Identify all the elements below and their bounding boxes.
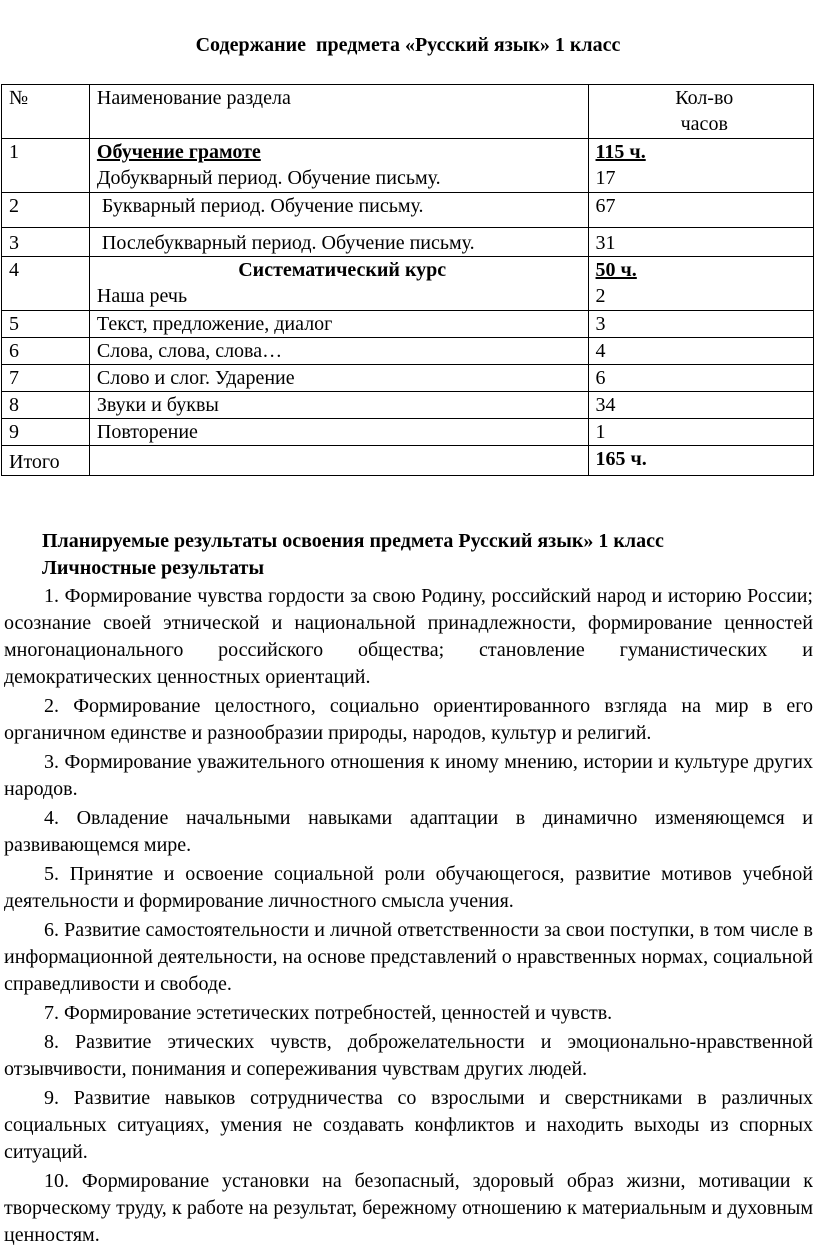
row-hours: 34 [588,392,813,419]
table-row [2,228,814,257]
row-hours: 6 [588,365,813,392]
row-num: 7 [2,365,90,392]
section-heading: Обучение грамоте [96,141,261,163]
total-label: Итого [2,446,90,476]
row-name: Слова, слова, слова… [89,338,588,365]
row-name [89,257,588,311]
table-total-row [2,446,814,476]
header-hours-line1: Кол-во [675,87,734,109]
page-title: Содержание предмета «Русский язык» 1 класс [195,34,621,56]
row-hours-value: 17 [595,167,616,189]
row-num: 6 [2,338,90,365]
row-name [89,139,588,193]
content-table [1,84,814,476]
list-item: 10. Формирование установки на безопасный, здоровый образ жизни, мотивации к творческому труду, к работе на результат, бережному отношению к материальным и духовным ценностям. [4,1170,813,1246]
row-num: 1 [2,139,90,193]
table-row [2,139,814,193]
list-item: 5. Принятие и освоение социальной роли обучающегося, развитие мотивов учебной деятельности и формирование личностного смысла учения. [4,863,813,912]
table-row [2,338,814,365]
results-list [4,583,813,1251]
row-name: Букварный период. Обучение письму. [89,193,588,228]
table-row [2,365,814,392]
row-hours: 4 [588,338,813,365]
row-name: Текст, предложение, диалог [89,311,588,338]
plan-results-heading: Планируемые результаты освоения предмета Русский язык» 1 класс [42,530,664,552]
header-name: Наименование раздела [89,85,588,139]
list-item: 9. Развитие навыков сотрудничества со взрослыми и сверстниками в различных социальных ситуациях, умения не создавать конфликтов и находить выходы из спорных ситуаций. [4,1087,813,1163]
row-name: Повторение [89,419,588,446]
header-hours-line2: часов [680,113,728,135]
list-item: 6. Развитие самостоятельности и личной ответственности за свои поступки, в том числе в информационной деятельности, на основе представлений о нравственных нормах, социальной справедливости и свободе. [4,919,813,995]
list-item: 2. Формирование целостного, социально ориентированного взгляда на мир в его органичном единстве и разнообразии природы, народов, культур и религий. [4,695,813,744]
list-item: 8. Развитие этических чувств, доброжелательности и эмоционально-нравственной отзывчивости, понимания и сопереживания чувствам других людей. [4,1031,813,1080]
list-item: 4. Овладение начальными навыками адаптации в динамично изменяющемся и развивающемся мире. [4,807,813,856]
header-hours [588,85,813,139]
row-hours: 67 [588,193,813,228]
row-subtitle: Наша речь [96,285,188,307]
row-name: Послебукварный период. Обучение письму. [89,228,588,257]
table-header-row [2,85,814,139]
section-hours: 50 ч. [595,259,637,281]
list-item: 1. Формирование чувства гордости за свою Родину, российский народ и историю России; осознание своей этнической и национальной принадлежности, формирование ценностей многонационального российского общества; становление гуманистических и демократических ценностных ориентаций. [4,585,813,688]
header-num: № [2,85,90,139]
table-row [2,257,814,311]
table-row [2,193,814,228]
row-num: 9 [2,419,90,446]
personal-results-heading: Личностные результаты [42,557,265,579]
section-heading: Систематический курс [238,259,447,281]
row-hours: 3 [588,311,813,338]
row-num: 2 [2,193,90,228]
total-empty [89,446,588,476]
row-hours: 31 [588,228,813,257]
list-item: 7. Формирование эстетических потребностей, ценностей и чувств. [44,1002,613,1024]
section-hours: 115 ч. [595,141,646,163]
row-num: 8 [2,392,90,419]
table-row [2,419,814,446]
row-hours: 1 [588,419,813,446]
row-num: 5 [2,311,90,338]
table-row [2,311,814,338]
list-item: 3. Формирование уважительного отношения к иному мнению, истории и культуре других народов. [4,751,813,800]
total-hours: 165 ч. [588,446,813,476]
table-row [2,392,814,419]
row-name: Звуки и буквы [89,392,588,419]
row-subtitle: Добукварный период. Обучение письму. [96,167,441,189]
row-hours-value: 2 [595,285,606,307]
row-num: 3 [2,228,90,257]
row-hours [588,257,813,311]
row-hours [588,139,813,193]
row-num: 4 [2,257,90,311]
row-name: Слово и слог. Ударение [89,365,588,392]
